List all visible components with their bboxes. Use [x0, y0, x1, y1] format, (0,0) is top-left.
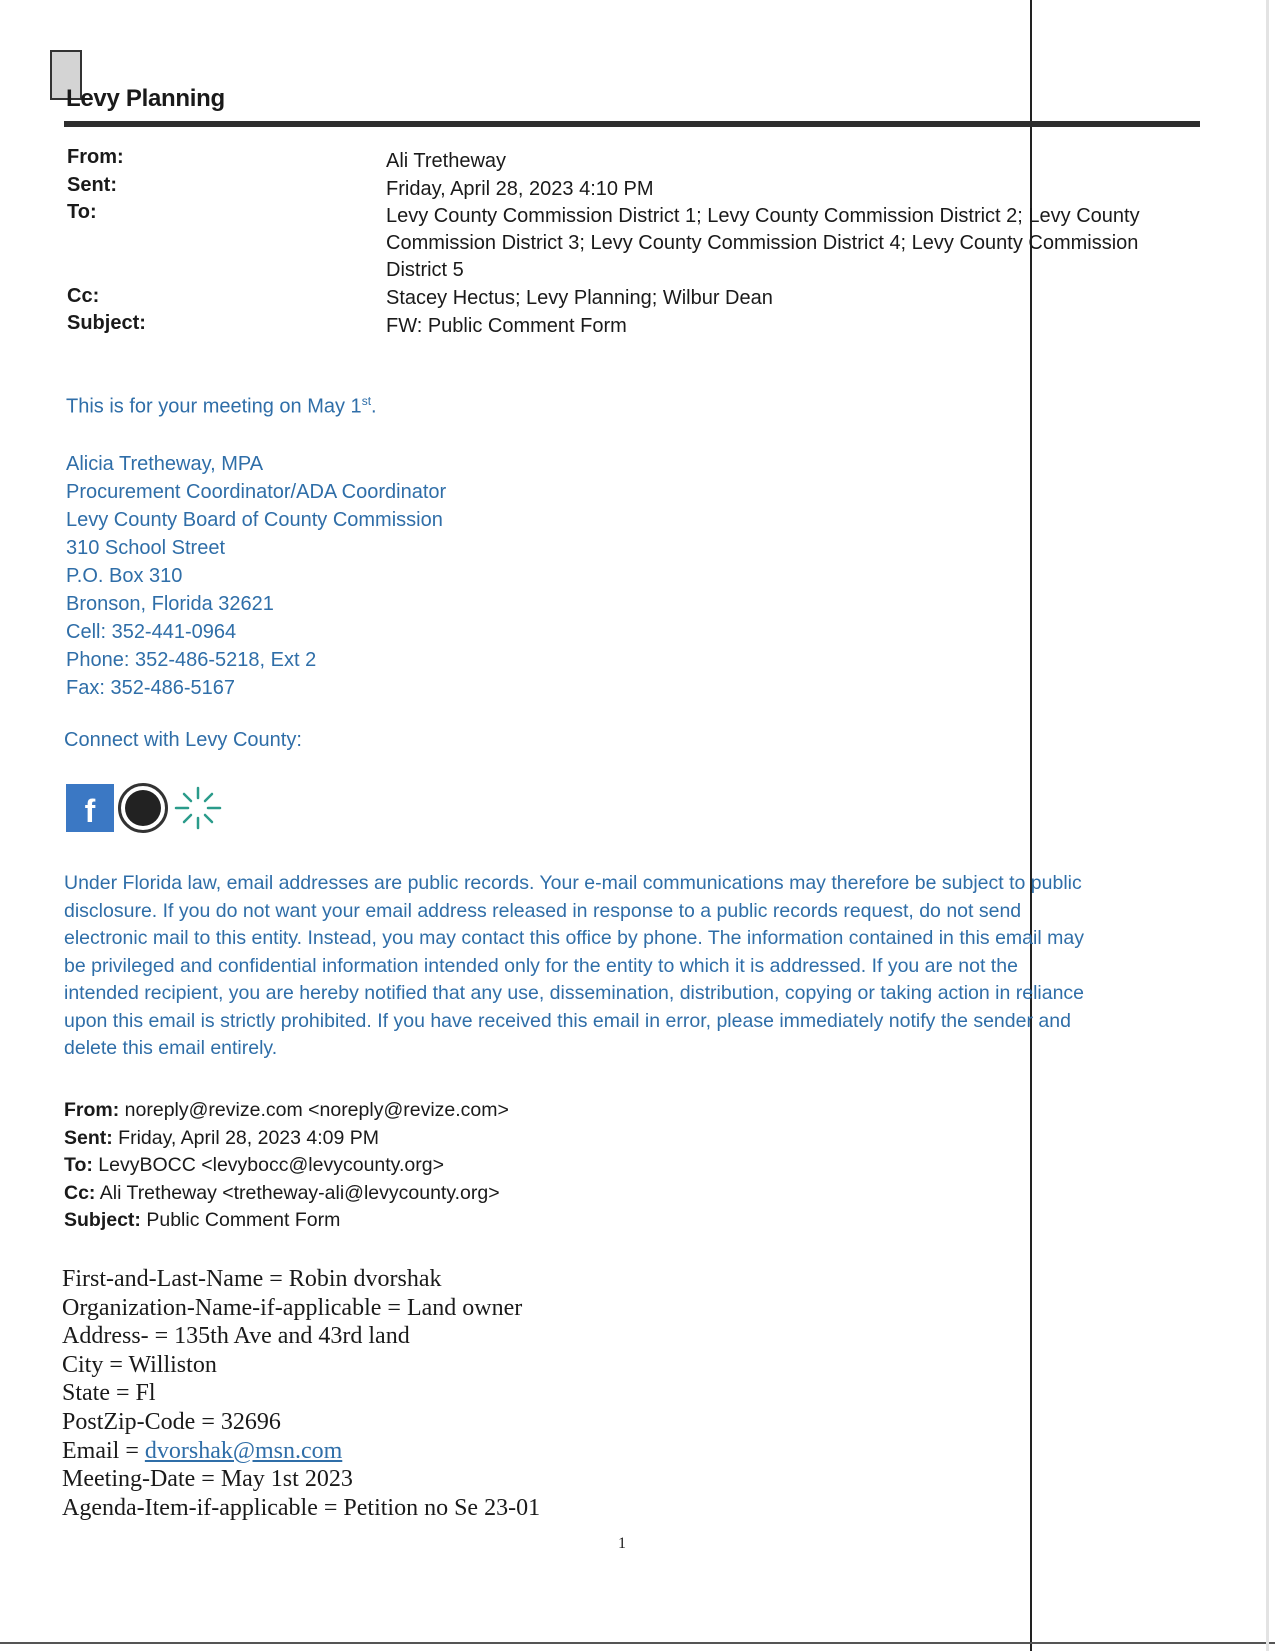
form-state: State = Fl: [62, 1380, 156, 1407]
form-meeting: Meeting-Date = May 1st 2023: [62, 1466, 353, 1493]
signature-phone: Phone: 352-486-5218, Ext 2: [66, 649, 317, 671]
form-name: First-and-Last-Name = Robin dvorshak: [62, 1266, 442, 1292]
social-icons: [66, 783, 224, 833]
fwd-cc: Cc: Ali Tretheway <tretheway-ali@levycounty.org>: [64, 1181, 500, 1204]
email-link[interactable]: dvorshak@msn.com: [144, 1437, 343, 1464]
connect-text: Connect with Levy County:: [64, 729, 302, 751]
forwarded-header: [64, 1097, 509, 1235]
from-value: Ali Tretheway: [386, 150, 507, 172]
to-label: To:: [67, 201, 97, 223]
comment-form: [62, 1265, 540, 1522]
sent-label: Sent:: [67, 174, 117, 196]
fwd-from: From: noreply@revize.com <noreply@revize.com>: [64, 1099, 509, 1121]
signature-org: Levy County Board of County Commission: [66, 509, 443, 531]
fwd-to: To: LevyBOCC <levybocc@levycounty.org>: [64, 1154, 444, 1176]
cc-label: Cc:: [67, 285, 100, 307]
sent-value: Friday, April 28, 2023 4:10 PM: [386, 178, 654, 200]
mailbox-title: Levy Planning: [66, 85, 225, 112]
form-agenda: Agenda-Item-if-applicable = Petition no Se 23-01: [62, 1494, 541, 1521]
form-org: Organization-Name-if-applicable = Land owner: [62, 1294, 523, 1321]
scan-right-edge: [1266, 0, 1269, 1651]
header-rule: [64, 121, 1200, 127]
intro-line: This is for your meeting on May 1st.: [66, 394, 377, 418]
form-email: Email = dvorshak@msn.com: [62, 1437, 343, 1464]
cc-value: Stacey Hectus; Levy Planning; Wilbur Dean: [386, 287, 773, 309]
county-seal-icon[interactable]: [118, 783, 168, 833]
form-city: City = Williston: [62, 1351, 217, 1378]
sparkle-icon[interactable]: [172, 784, 224, 832]
signature-street: 310 School Street: [66, 537, 225, 559]
signature-fax: Fax: 352-486-5167: [66, 677, 236, 699]
fwd-sent: Sent: Friday, April 28, 2023 4:09 PM: [64, 1126, 380, 1149]
signature-block: [66, 450, 446, 702]
signature-pobox: P.O. Box 310: [66, 565, 183, 587]
subject-label: Subject:: [67, 312, 146, 334]
form-zip: PostZip-Code = 32696: [62, 1408, 281, 1435]
facebook-icon[interactable]: f: [66, 784, 114, 832]
signature-title: Procurement Coordinator/ADA Coordinator: [66, 481, 447, 503]
signature-cell: Cell: 352-441-0964: [66, 621, 237, 643]
disclaimer: Under Florida law, email addresses are public records. Your e-mail communications may therefore be subject to public disclosure. If you do not want your email address released in response to a public records request, do not send electronic mail to this entity. Instead, you may contact this office by phone. The information contained in this email may be privileged and confidential information intended only for the entity to which it is addressed. If you are not the intended recipient, you are hereby notified that any use, dissemination, distribution, copying or taking action in reliance upon this email is strictly prohibited. If you have received this email in error, please immediately notify the sender and delete this email entirely.: [64, 872, 1085, 1059]
from-label: From:: [67, 146, 124, 168]
subject-value: FW: Public Comment Form: [386, 315, 627, 337]
scan-bottom-line: [0, 1642, 1275, 1644]
form-address: Address- = 135th Ave and 43rd land: [62, 1323, 410, 1350]
page-number: 1: [618, 1535, 626, 1552]
fwd-subject: Subject: Public Comment Form: [64, 1209, 341, 1231]
signature-city: Bronson, Florida 32621: [66, 593, 274, 615]
to-value: Levy County Commission District 1; Levy County Commission District 2; Levy County Commission District 3; Levy County Commission District 4; Levy County Commission District 5: [386, 205, 1140, 281]
signature-name: Alicia Tretheway, MPA: [66, 453, 264, 475]
